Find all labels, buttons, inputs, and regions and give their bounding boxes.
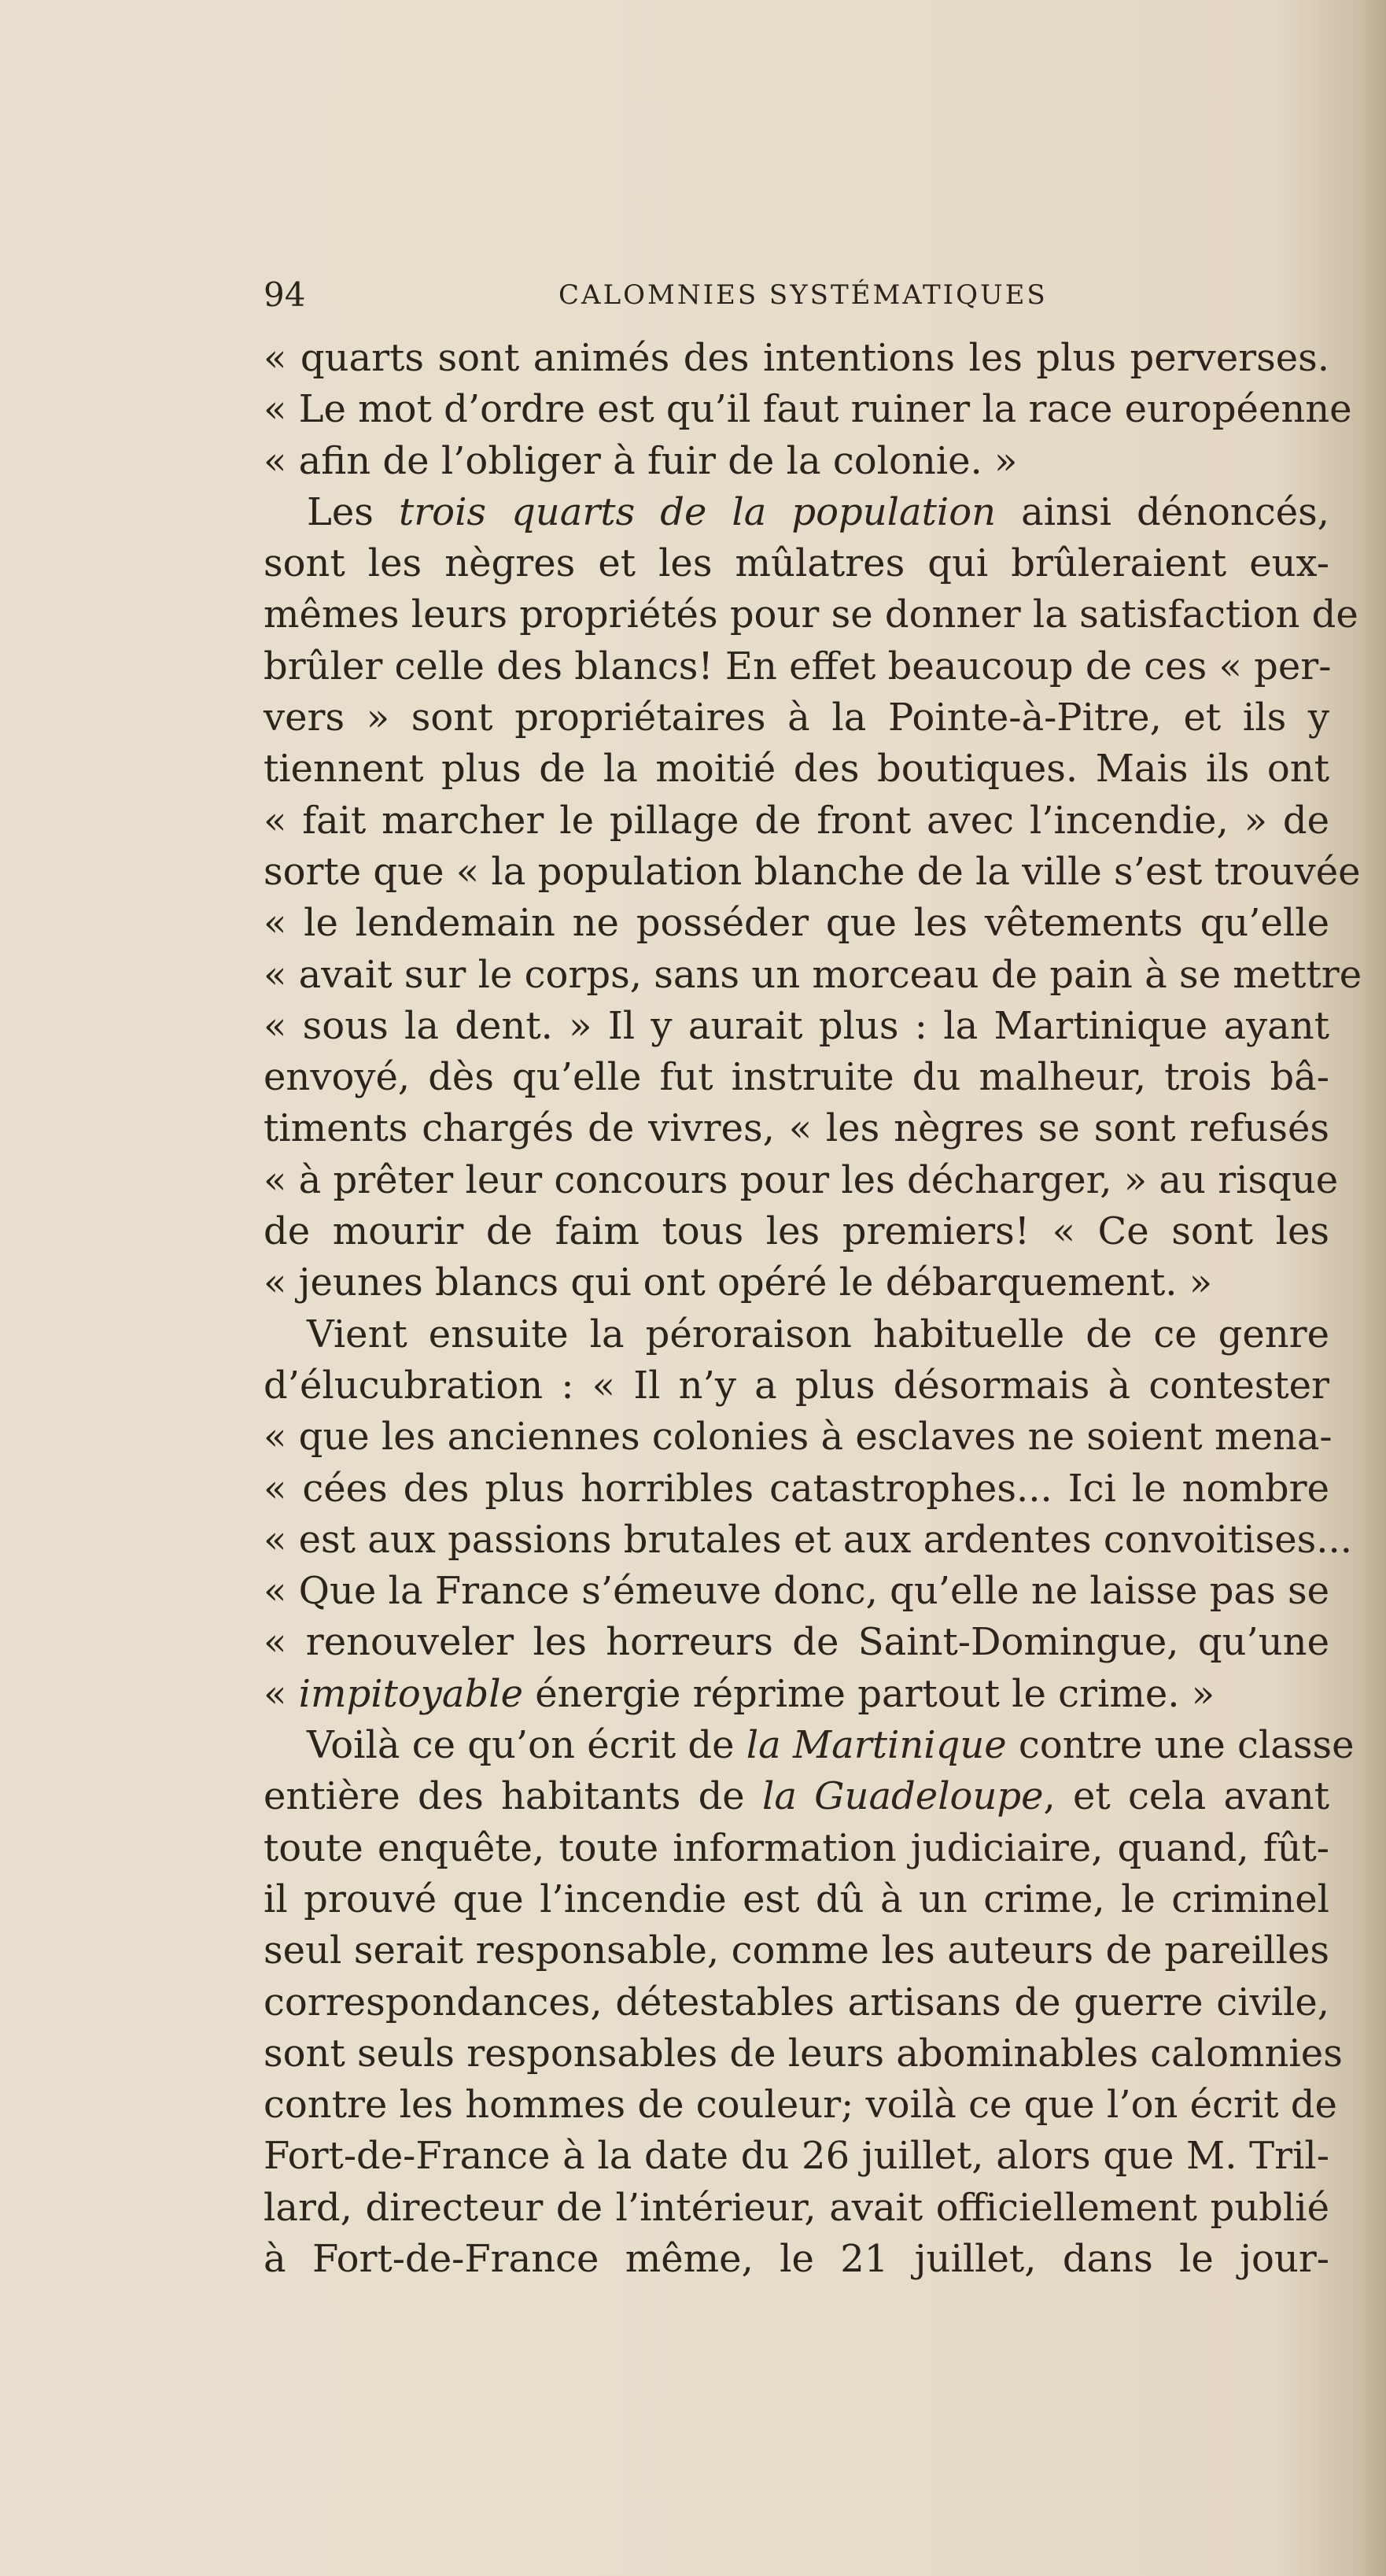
italic-text: trois quarts de la population bbox=[398, 489, 997, 534]
text-segment: mêmes leurs propriétés pour se donner la satisfaction de bbox=[264, 592, 1358, 637]
text-segment: envoyé, dès qu’elle fut instruite du malheur, trois bâ- bbox=[264, 1055, 1329, 1100]
text-segment: « que les anciennes colonies à esclaves ne soient mena- bbox=[264, 1415, 1333, 1460]
text-segment: Fort-de-France à la date du 26 juillet, alors que M. Tril- bbox=[264, 2134, 1329, 2179]
text-line bbox=[264, 847, 1361, 898]
text-segment: « renouveler les horreurs de Saint-Domingue, qu’une bbox=[264, 1620, 1329, 1665]
text-line bbox=[264, 1566, 1329, 1617]
text-segment: sorte que « la population blanche de la ville s’est trouvée bbox=[264, 849, 1361, 894]
italic-text: impitoyable bbox=[298, 1671, 523, 1716]
text-line bbox=[264, 2131, 1329, 2182]
text-segment: à Fort-de-France même, le 21 juillet, dans le jour- bbox=[264, 2236, 1329, 2281]
text-line bbox=[264, 1412, 1333, 1463]
text-line bbox=[264, 2028, 1343, 2080]
text-segment: d’élucubration : « Il n’y a plus désormais à contester bbox=[264, 1363, 1329, 1408]
text-line bbox=[264, 795, 1329, 847]
text-line bbox=[264, 1874, 1329, 1925]
text-line bbox=[264, 1669, 1329, 1720]
text-segment: lard, directeur de l’intérieur, avait officiellement publié bbox=[264, 2185, 1329, 2230]
text-line bbox=[264, 1925, 1329, 1976]
text-line bbox=[264, 1155, 1339, 1206]
text-line bbox=[264, 1823, 1329, 1874]
text-segment: il prouvé que l’incendie est dû à un crime, le criminel bbox=[264, 1877, 1329, 1921]
text-segment: Vient ensuite la péroraison habituelle de ce genre bbox=[307, 1312, 1329, 1356]
text-segment: seul serait responsable, comme les auteurs de pareilles bbox=[264, 1928, 1329, 1973]
text-line bbox=[264, 1257, 1329, 1308]
italic-text: la Guadeloupe bbox=[761, 1774, 1044, 1819]
text-line bbox=[264, 436, 1329, 487]
text-segment: « jeunes blancs qui ont opéré le débarquement. » bbox=[264, 1260, 1213, 1305]
text-segment: de mourir de faim tous les premiers! « Ce sont les bbox=[264, 1209, 1329, 1254]
text-segment: sont seuls responsables de leurs abominables calomnies bbox=[264, 2031, 1343, 2076]
text-segment: entière des habitants de bbox=[264, 1774, 762, 1819]
text-segment: « à prêter leur concours pour les décharger, » au risque bbox=[264, 1157, 1339, 1202]
page-number: 94 bbox=[264, 275, 306, 314]
text-line bbox=[264, 538, 1329, 589]
text-line bbox=[264, 641, 1332, 692]
text-line bbox=[264, 2183, 1329, 2234]
text-line bbox=[264, 589, 1358, 640]
text-line bbox=[264, 1001, 1329, 1052]
text-segment: « est aux passions brutales et aux ardentes convoitises... bbox=[264, 1517, 1353, 1562]
text-segment: sont les nègres et les mûlatres qui brûleraient eux- bbox=[264, 541, 1329, 586]
text-line bbox=[264, 2080, 1337, 2131]
text-line bbox=[264, 1515, 1353, 1566]
text-line bbox=[264, 384, 1352, 435]
text-segment: correspondances, détestables artisans de guerre civile, bbox=[264, 1980, 1329, 2024]
text-line bbox=[264, 1103, 1329, 1154]
text-segment: , et cela avant bbox=[1043, 1774, 1330, 1819]
text-line bbox=[264, 1977, 1329, 2028]
text-segment: énergie réprime partout le crime. » bbox=[522, 1671, 1215, 1716]
text-line bbox=[264, 950, 1362, 1001]
text-segment: « afin de l’obliger à fuir de la colonie. » bbox=[264, 438, 1018, 483]
text-segment: « Que la France s’émeuve donc, qu’elle ne laisse pas se bbox=[264, 1569, 1329, 1614]
italic-text: la Martinique bbox=[746, 1723, 1007, 1768]
body-text bbox=[264, 333, 1362, 2285]
text-line bbox=[264, 333, 1329, 384]
text-segment: « le lendemain ne posséder que les vêtements qu’elle bbox=[264, 901, 1329, 946]
text-line bbox=[264, 744, 1329, 795]
text-line bbox=[264, 1052, 1329, 1103]
text-segment: « fait marcher le pillage de front avec l’incendie, » de bbox=[264, 798, 1329, 843]
text-line bbox=[264, 1720, 1355, 1771]
text-line bbox=[264, 898, 1329, 949]
text-segment: « cées des plus horribles catastrophes... Ici le nombre bbox=[264, 1466, 1329, 1511]
text-line bbox=[264, 487, 1329, 538]
text-segment: contre une classe bbox=[1006, 1723, 1355, 1768]
text-segment: brûler celle des blancs! En effet beaucoup de ces « per- bbox=[264, 644, 1332, 688]
text-line bbox=[264, 1309, 1329, 1360]
text-segment: « sous la dent. » Il y aurait plus : la Martinique ayant bbox=[264, 1003, 1329, 1048]
text-segment: tiennent plus de la moitié des boutiques. Mais ils ont bbox=[264, 747, 1329, 792]
text-segment: « bbox=[264, 1671, 299, 1716]
text-segment: ainsi dénoncés, bbox=[996, 489, 1330, 534]
text-segment: « Le mot d’ordre est qu’il faut ruiner la race européenne bbox=[264, 387, 1352, 432]
text-line bbox=[264, 692, 1329, 744]
text-line bbox=[264, 1463, 1329, 1515]
text-segment: « quarts sont animés des intentions les plus perverses. bbox=[264, 336, 1329, 380]
running-title: CALOMNIES SYSTÉMATIQUES bbox=[558, 279, 1048, 311]
text-line bbox=[264, 2234, 1329, 2285]
text-segment: toute enquête, toute information judiciaire, quand, fût- bbox=[264, 1825, 1329, 1870]
text-segment: « avait sur le corps, sans un morceau de pain à se mettre bbox=[264, 952, 1362, 997]
text-line bbox=[264, 1206, 1329, 1257]
text-line bbox=[264, 1617, 1329, 1668]
text-segment: timents chargés de vivres, « les nègres se sont refusés bbox=[264, 1106, 1329, 1151]
text-segment: Les bbox=[307, 489, 399, 534]
page-header bbox=[264, 271, 1318, 319]
text-segment: Voilà ce qu’on écrit de bbox=[307, 1723, 746, 1768]
text-segment: vers » sont propriétaires à la Pointe-à-Pitre, et ils y bbox=[264, 696, 1329, 740]
text-line bbox=[264, 1360, 1329, 1412]
text-segment: contre les hommes de couleur; voilà ce que l’on écrit de bbox=[264, 2083, 1337, 2128]
text-line bbox=[264, 1771, 1329, 1822]
